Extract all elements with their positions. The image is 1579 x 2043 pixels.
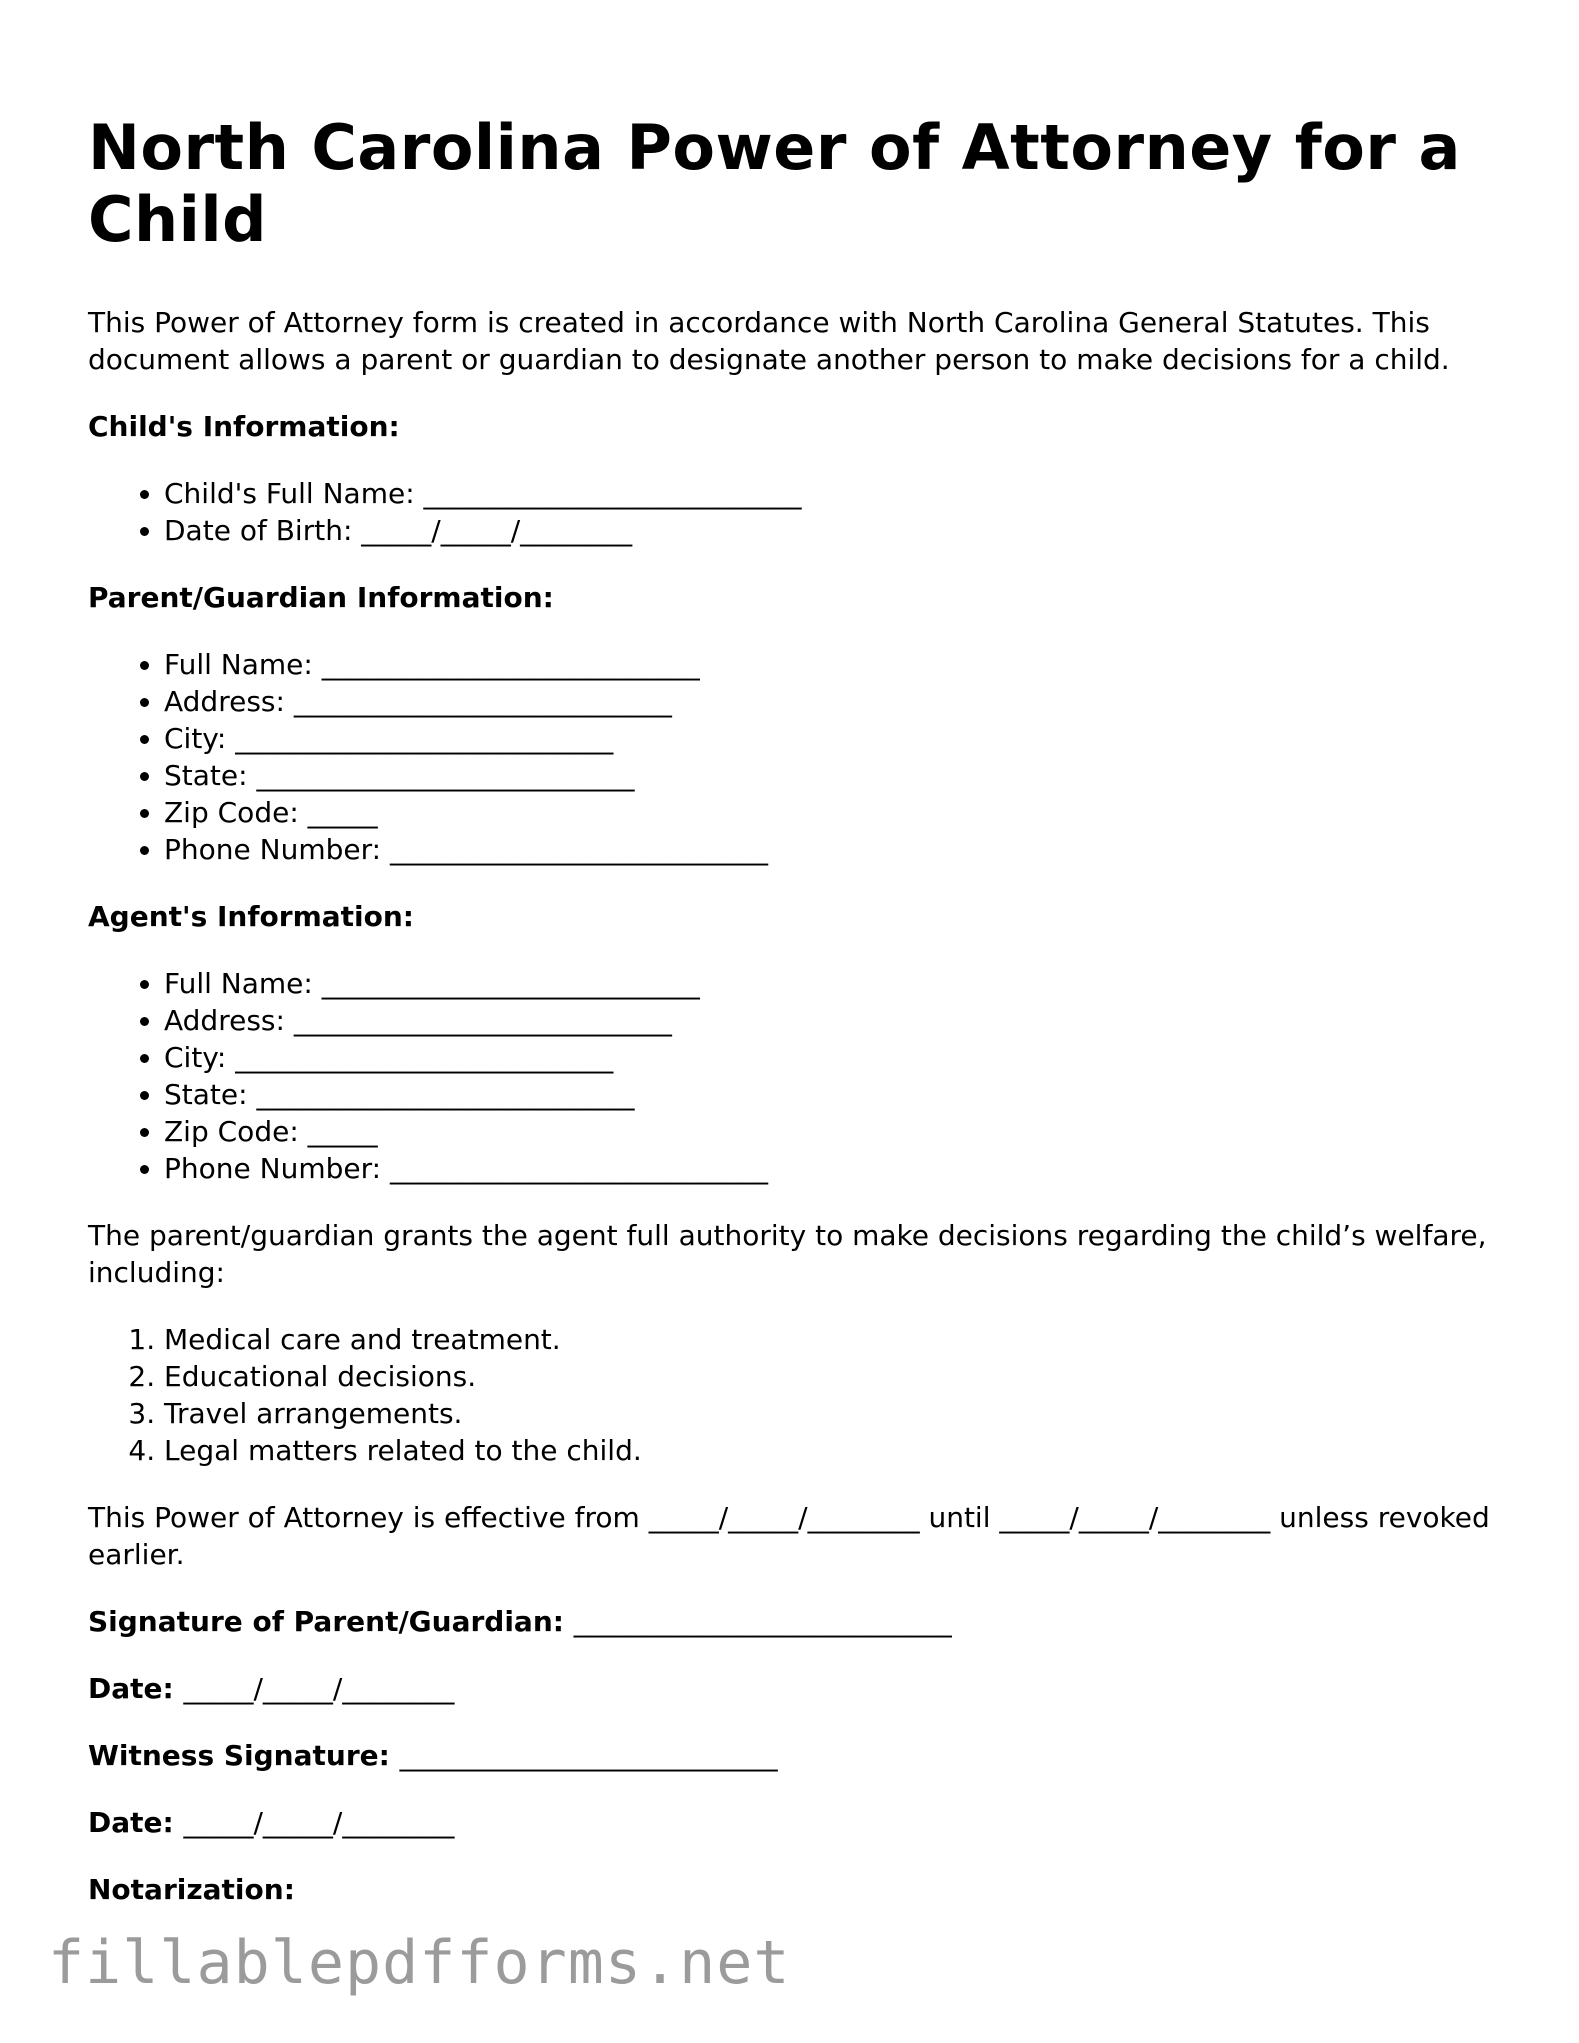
field-label: Child's Full Name: — [164, 477, 424, 510]
authority-list — [88, 1321, 1508, 1469]
parent-full-name-blank[interactable]: ___________________________ — [321, 648, 700, 681]
parent-signature-date-blank[interactable]: _____/_____/________ — [183, 1672, 455, 1705]
agent-phone-field — [164, 1150, 1508, 1187]
field-label: Zip Code: — [164, 796, 308, 829]
authority-item: 1. Medical care and treatment. — [164, 1321, 1508, 1358]
parent-info-list — [88, 646, 1508, 868]
field-label: City: — [164, 1041, 236, 1074]
date-label: Date: — [88, 1806, 184, 1839]
field-label: Zip Code: — [164, 1115, 308, 1148]
parent-address-blank[interactable]: ___________________________ — [293, 685, 672, 718]
child-dob-blank[interactable]: _____/_____/________ — [361, 514, 633, 547]
field-label: Date of Birth: — [164, 514, 362, 547]
date-label: Date: — [88, 1672, 184, 1705]
parent-phone-blank[interactable]: ___________________________ — [389, 833, 768, 866]
field-label: State: — [164, 759, 257, 792]
document-title: North Carolina Power of Attorney for a Child — [88, 111, 1461, 256]
field-label: Phone Number: — [164, 833, 390, 866]
child-full-name-field — [164, 475, 1508, 512]
notarization-heading: Notarization: — [88, 1873, 295, 1906]
witness-signature-date-line — [88, 1804, 1508, 1841]
witness-signature-date-blank[interactable]: _____/_____/________ — [183, 1806, 455, 1839]
parent-city-field — [164, 720, 1508, 757]
parent-address-field — [164, 683, 1508, 720]
field-label: State: — [164, 1078, 257, 1111]
child-dob-field — [164, 512, 1508, 549]
intro-paragraph: This Power of Attorney form is created in accordance with North Carolina General Statutes. This document allows a parent or guardian to designate another person to make decisions for a child. — [88, 306, 1450, 376]
child-full-name-blank[interactable]: ___________________________ — [423, 477, 802, 510]
agent-city-blank[interactable]: ___________________________ — [235, 1041, 614, 1074]
authority-item: 2. Educational decisions. — [164, 1358, 1508, 1395]
agent-address-field — [164, 1002, 1508, 1039]
agent-info-heading: Agent's Information: — [88, 900, 415, 933]
witness-signature-line — [88, 1737, 1508, 1774]
agent-phone-blank[interactable]: ___________________________ — [389, 1152, 768, 1185]
field-label: Phone Number: — [164, 1152, 390, 1185]
agent-full-name-field — [164, 965, 1508, 1002]
field-label: Full Name: — [164, 967, 322, 1000]
agent-state-blank[interactable]: ___________________________ — [256, 1078, 635, 1111]
agent-zip-blank[interactable]: _____ — [307, 1115, 378, 1148]
agent-zip-field — [164, 1113, 1508, 1150]
field-label: Address: — [164, 685, 294, 718]
agent-address-blank[interactable]: ___________________________ — [293, 1004, 672, 1037]
signature-label: Witness Signature: — [88, 1739, 400, 1772]
agent-info-list — [88, 965, 1508, 1187]
parent-state-blank[interactable]: ___________________________ — [256, 759, 635, 792]
child-info-list — [88, 475, 1508, 549]
parent-zip-field — [164, 794, 1508, 831]
watermark: fillablepdfforms.net — [48, 1928, 791, 1998]
effective-dates-paragraph: This Power of Attorney is effective from _____/_____/________ until _____/_____/________ unless revoked earlier. — [88, 1501, 1490, 1571]
document-page — [88, 112, 1508, 1938]
authority-item: 4. Legal matters related to the child. — [164, 1432, 1508, 1469]
field-label: City: — [164, 722, 236, 755]
agent-full-name-blank[interactable]: ___________________________ — [321, 967, 700, 1000]
agent-state-field — [164, 1076, 1508, 1113]
field-label: Address: — [164, 1004, 294, 1037]
parent-state-field — [164, 757, 1508, 794]
authority-paragraph: The parent/guardian grants the agent full authority to make decisions regarding the child’s welfare, including: — [88, 1219, 1487, 1289]
parent-zip-blank[interactable]: _____ — [307, 796, 378, 829]
witness-signature-blank[interactable]: ___________________________ — [399, 1739, 778, 1772]
parent-signature-line — [88, 1603, 1508, 1640]
signature-label: Signature of Parent/Guardian: — [88, 1605, 574, 1638]
parent-city-blank[interactable]: ___________________________ — [235, 722, 614, 755]
parent-full-name-field — [164, 646, 1508, 683]
child-info-heading: Child's Information: — [88, 410, 400, 443]
agent-city-field — [164, 1039, 1508, 1076]
field-label: Full Name: — [164, 648, 322, 681]
authority-item: 3. Travel arrangements. — [164, 1395, 1508, 1432]
parent-phone-field — [164, 831, 1508, 868]
parent-signature-date-line — [88, 1670, 1508, 1707]
parent-signature-blank[interactable]: ___________________________ — [573, 1605, 952, 1638]
parent-info-heading: Parent/Guardian Information: — [88, 581, 554, 614]
